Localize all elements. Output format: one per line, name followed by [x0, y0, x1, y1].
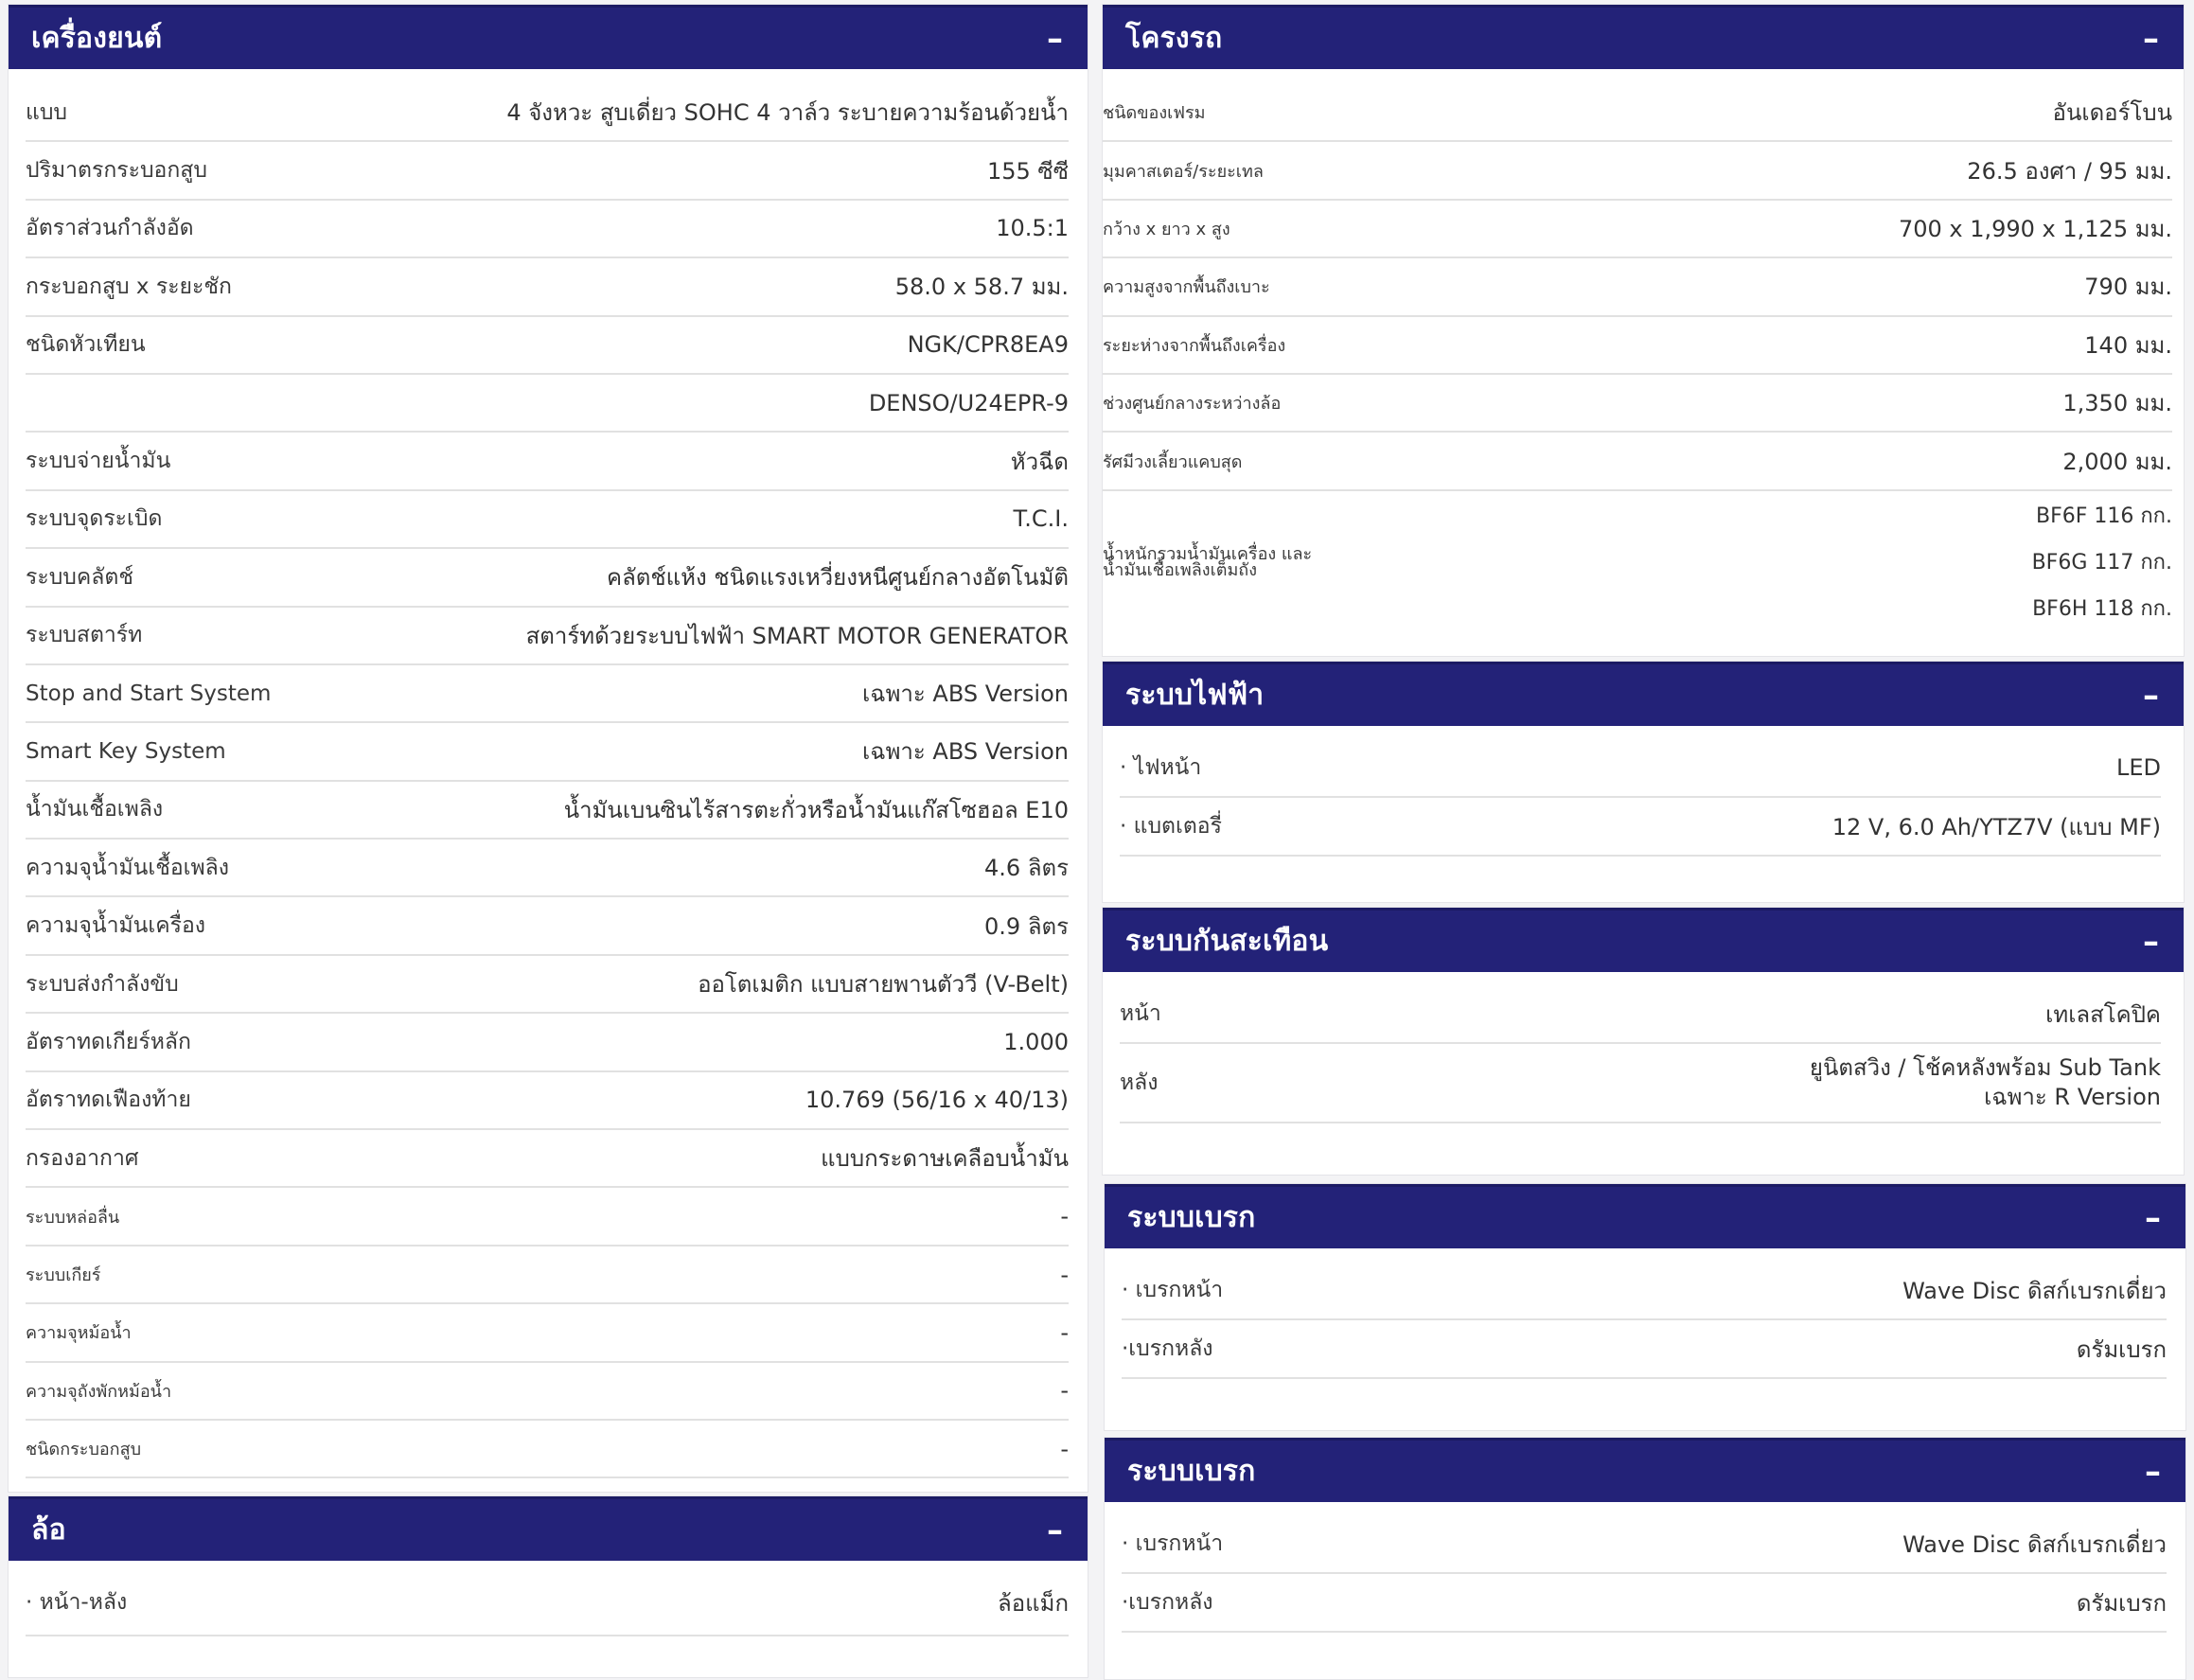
spec-row — [26, 1304, 1069, 1362]
spec-row — [26, 1421, 1069, 1478]
rear-suspension-line: ยูนิตสวิง / โช้คหลังพร้อม Sub Tank — [1809, 1054, 2161, 1081]
spec-row — [26, 1188, 1069, 1246]
spec-row — [1103, 258, 2172, 316]
spec-value: - — [1060, 1203, 1069, 1230]
spec-label: น้ำมันเชื้อเพลิง — [26, 797, 164, 822]
spec-label: ระบบส่งกำลังขับ — [26, 971, 179, 997]
spec-row — [26, 897, 1069, 955]
spec-value: คลัตช์แห้ง ชนิดแรงเหวี่ยงหนีศูนย์กลางอัตโนมัติ — [607, 564, 1069, 592]
spec-value: แบบกระดาษเคลือบน้ำมัน — [821, 1145, 1069, 1173]
spec-value: - — [1060, 1261, 1069, 1288]
spec-label: อัตราส่วนกำลังอัด — [26, 216, 194, 241]
spec-row — [26, 1130, 1069, 1188]
engine-title: เครื่องยนต์ — [31, 22, 163, 55]
spec-row — [26, 258, 1069, 316]
spec-row — [1103, 375, 2172, 433]
spec-label: ·เบรกหลัง — [1122, 1336, 1213, 1361]
spec-value: 58.0 x 58.7 มม. — [894, 274, 1069, 301]
spec-row — [26, 1014, 1069, 1071]
spec-label: ระบบหล่อลื่น — [26, 1207, 120, 1228]
spec-row — [26, 433, 1069, 490]
spec-row — [1103, 201, 2172, 258]
brakes-header-2[interactable] — [1105, 1438, 2185, 1502]
brakes-rows-2 — [1105, 1502, 2185, 1633]
spec-label: ระบบคลัตช์ — [26, 564, 133, 590]
collapse-icon[interactable]: – — [2145, 1452, 2161, 1491]
suspension-header[interactable] — [1103, 908, 2184, 972]
spec-value: 1,350 มม. — [2062, 390, 2172, 417]
spec-row — [1103, 84, 2172, 142]
spec-value — [1810, 1053, 2161, 1112]
electrical-panel — [1102, 661, 2185, 903]
electrical-header[interactable] — [1103, 662, 2184, 726]
spec-value: เทเลสโคปิค — [2045, 1000, 2161, 1028]
spec-row — [26, 608, 1069, 665]
spec-row — [1103, 317, 2172, 375]
wheels-header[interactable] — [9, 1496, 1088, 1561]
spec-value: ดรัมเบรก — [2076, 1335, 2167, 1363]
spec-row — [1122, 1574, 2167, 1633]
spec-value: 2,000 มม. — [2062, 448, 2172, 475]
spec-label: หลัง — [1120, 1070, 1159, 1095]
spec-label: ช่วงศูนย์กลางระหว่างล้อ — [1103, 394, 1282, 415]
spec-row-weight — [1103, 491, 2172, 633]
spec-label: กรองอากาศ — [26, 1145, 139, 1171]
spec-row — [26, 317, 1069, 375]
spec-value: ดรัมเบรก — [2076, 1589, 2167, 1617]
collapse-icon[interactable]: – — [1047, 19, 1063, 58]
spec-value: T.C.I. — [1013, 505, 1069, 533]
wheels-rows — [9, 1561, 1088, 1636]
engine-header[interactable] — [9, 5, 1088, 69]
rear-suspension-line: เฉพาะ R Version — [1984, 1084, 2161, 1110]
spec-value: 26.5 องศา / 95 มม. — [1967, 157, 2172, 185]
wheels-title: ล้อ — [31, 1513, 66, 1547]
spec-label: ชนิดหัวเทียน — [26, 332, 146, 358]
spec-value: น้ำมันเบนซินไร้สารตะกั่วหรือน้ำมันแก๊สโซฮอล E10 — [563, 796, 1069, 823]
spec-label: ชนิดของเฟรม — [1103, 103, 1206, 124]
brakes-title-2: ระบบเบรก — [1127, 1455, 1256, 1488]
chassis-title: โครงรถ — [1125, 22, 1223, 55]
collapse-icon[interactable]: – — [2143, 922, 2159, 961]
spec-row — [26, 1570, 1069, 1636]
brakes-panel-1 — [1104, 1183, 2186, 1431]
spec-row — [26, 1363, 1069, 1421]
spec-row — [26, 549, 1069, 607]
suspension-title: ระบบกันสะเทือน — [1125, 925, 1329, 958]
weight-value: BF6F 116 กก. — [2035, 504, 2172, 529]
spec-row — [26, 142, 1069, 200]
weight-value: BF6H 118 กก. — [2032, 597, 2172, 622]
spec-value: 790 มม. — [2084, 274, 2172, 301]
chassis-header[interactable] — [1103, 5, 2184, 69]
spec-value: เฉพาะ ABS Version — [862, 738, 1069, 766]
spec-label: · หน้า-หลัง — [26, 1590, 128, 1615]
spec-value: 140 มม. — [2084, 331, 2172, 359]
spec-label: แบบ — [26, 99, 68, 125]
spec-value: - — [1060, 1435, 1069, 1462]
spec-value: อันเดอร์โบน — [2052, 99, 2172, 127]
spec-value: 10.769 (56/16 x 40/13) — [805, 1087, 1069, 1114]
spec-label: ·เบรกหลัง — [1122, 1590, 1213, 1615]
spec-row — [26, 782, 1069, 840]
collapse-icon[interactable]: – — [1047, 1511, 1063, 1549]
collapse-icon[interactable]: – — [2143, 19, 2159, 58]
spec-row-rear — [1120, 1044, 2161, 1123]
spec-value: Wave Disc ดิสก์เบรกเดี่ยว — [1902, 1277, 2167, 1304]
spec-label: หน้า — [1120, 1001, 1161, 1026]
spec-label: ความสูงจากพื้นถึงเบาะ — [1103, 277, 1270, 298]
spec-row — [1120, 985, 2161, 1044]
spec-value: Wave Disc ดิสก์เบรกเดี่ยว — [1902, 1530, 2167, 1558]
spec-row — [26, 375, 1069, 433]
spec-row — [1120, 739, 2161, 798]
engine-panel — [8, 4, 1088, 1493]
chassis-panel — [1102, 4, 2185, 657]
spec-label: อัตราทดเฟืองท้าย — [26, 1088, 191, 1113]
spec-value: 155 ซีซี — [986, 157, 1069, 185]
spec-label: ชนิดกระบอกสูบ — [26, 1440, 141, 1460]
spec-value: NGK/CPR8EA9 — [907, 331, 1069, 359]
engine-rows — [9, 69, 1088, 1478]
spec-row — [26, 1072, 1069, 1130]
spec-row — [26, 1247, 1069, 1304]
spec-label: รัศมีวงเลี้ยวแคบสุด — [1103, 451, 1243, 472]
spec-label: น้ำหนักรวมน้ำมันเครื่อง และน้ำมันเชื้อเพลิงเต็มถัง — [1103, 543, 1313, 580]
spec-value: 4.6 ลิตร — [984, 855, 1069, 882]
spec-label: · ไฟหน้า — [1120, 755, 1202, 780]
spec-label: ระยะห่างจากพื้นถึงเครื่อง — [1103, 335, 1286, 356]
spec-label: · เบรกหน้า — [1122, 1278, 1224, 1302]
spec-value: DENSO/U24EPR-9 — [868, 389, 1069, 416]
spec-row — [1103, 142, 2172, 200]
spec-value: ล้อแม็ก — [998, 1589, 1069, 1617]
collapse-icon[interactable]: – — [2145, 1198, 2161, 1237]
brakes-panel-2 — [1104, 1437, 2186, 1680]
spec-row — [1122, 1320, 2167, 1379]
spec-label: Smart Key System — [26, 738, 226, 764]
spec-value: 700 x 1,990 x 1,125 มม. — [1898, 215, 2172, 242]
spec-label: ปริมาตรกระบอกสูบ — [26, 158, 207, 184]
spec-row — [1122, 1262, 2167, 1320]
spec-row — [26, 840, 1069, 897]
spec-value: เฉพาะ ABS Version — [862, 681, 1069, 708]
electrical-rows — [1103, 726, 2184, 857]
spec-value: LED — [2115, 754, 2161, 781]
spec-row — [26, 665, 1069, 723]
spec-label: · แบตเตอรี่ — [1120, 814, 1222, 839]
spec-label: ระบบสตาร์ท — [26, 623, 143, 648]
spec-row — [26, 956, 1069, 1014]
spec-label: กว้าง x ยาว x สูง — [1103, 219, 1230, 239]
spec-value: 12 V, 6.0 Ah/YTZ7V (แบบ MF) — [1831, 813, 2161, 840]
spec-row — [1120, 798, 2161, 857]
spec-value: 1.000 — [1003, 1028, 1069, 1055]
spec-value-list — [2032, 499, 2172, 625]
spec-value: 10.5:1 — [996, 215, 1069, 242]
wheels-panel — [8, 1495, 1088, 1678]
spec-row — [26, 84, 1069, 142]
spec-row — [26, 201, 1069, 258]
spec-label: ความจุหม้อน้ำ — [26, 1323, 132, 1344]
suspension-panel — [1102, 907, 2185, 1176]
spec-label: ระบบจ่ายน้ำมัน — [26, 449, 171, 474]
spec-label: มุมคาสเตอร์/ระยะเทล — [1103, 161, 1264, 182]
spec-label: ระบบเกียร์ — [26, 1265, 101, 1285]
spec-label: ระบบจุดระเบิด — [26, 506, 163, 532]
spec-row — [1122, 1515, 2167, 1574]
spec-row — [26, 723, 1069, 781]
spec-row — [26, 491, 1069, 549]
spec-value: 0.9 ลิตร — [984, 912, 1069, 940]
spec-value: หัวฉีด — [1010, 448, 1069, 475]
spec-value: 4 จังหวะ สูบเดี่ยว SOHC 4 วาล์ว ระบายความร้อนด้วยน้ำ — [506, 99, 1069, 127]
spec-value: สตาร์ทด้วยระบบไฟฟ้า SMART MOTOR GENERATOR — [525, 622, 1069, 649]
weight-value: BF6G 117 กก. — [2031, 551, 2172, 575]
chassis-rows — [1103, 69, 2184, 633]
spec-value: - — [1060, 1318, 1069, 1346]
brakes-rows-1 — [1105, 1248, 2185, 1379]
spec-label: · เบรกหน้า — [1122, 1531, 1224, 1556]
suspension-rows — [1103, 972, 2184, 1123]
spec-label: ความจุน้ำมันเชื้อเพลิง — [26, 855, 230, 880]
spec-label: ความจุถังพักหม้อน้ำ — [26, 1381, 172, 1402]
spec-row — [1103, 433, 2172, 490]
brakes-title-1: ระบบเบรก — [1127, 1201, 1256, 1234]
collapse-icon[interactable]: – — [2143, 676, 2159, 715]
spec-value: - — [1060, 1377, 1069, 1405]
spec-label: กระบอกสูบ x ระยะชัก — [26, 274, 232, 299]
brakes-header-1[interactable] — [1105, 1184, 2185, 1248]
spec-label: ความจุน้ำมันเครื่อง — [26, 913, 206, 939]
electrical-title: ระบบไฟฟ้า — [1125, 679, 1265, 712]
spec-value: ออโตเมติก แบบสายพานตัววี (V-Belt) — [698, 971, 1069, 999]
spec-label: Stop and Start System — [26, 681, 272, 706]
spec-label: อัตราทดเกียร์หลัก — [26, 1029, 191, 1054]
